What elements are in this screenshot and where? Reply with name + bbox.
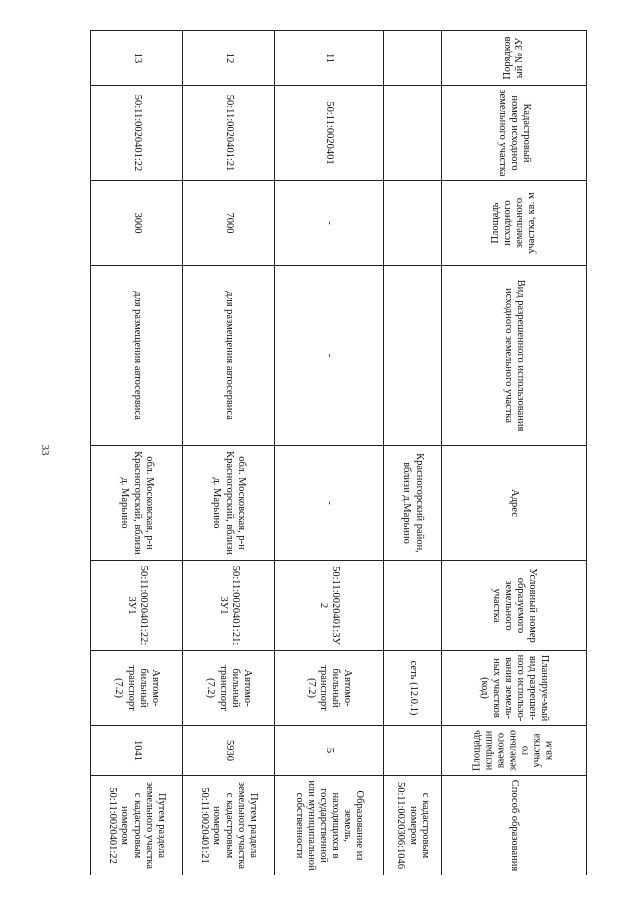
cell-num: 11 (275, 31, 384, 86)
cell-cad-src: 50:11:0020401 (275, 86, 384, 181)
cell-planned-use: сеть (12.0.1) (383, 651, 441, 726)
table-row (183, 31, 275, 876)
cell-method: Образование из земель, находящихся в государственной или муниципальной собственности (275, 776, 384, 876)
cell-method: Путем раздела земельного участка с кадастровым номером 50:11:0020401:21 (183, 776, 275, 876)
page-number: 33 (39, 444, 51, 456)
header-area-new: Площадь испрашиваемого земельного участка кв.м (442, 726, 587, 776)
cell-address: Красногорский район, вблизи д.Марьино (383, 446, 441, 561)
cell-area-src: 3000 (91, 181, 183, 266)
cell-use-src: для размещения автосервиса (183, 266, 275, 446)
table-row (275, 31, 384, 876)
cell-address: обл. Московская, р-н Красногорский, вблизи д. Марьино (91, 446, 183, 561)
cell-method: с кадастровым номером 50:11:0020306:1046 (383, 776, 441, 876)
cell-num: 12 (183, 31, 275, 86)
header-num: Порядковый № ЗУ (442, 31, 587, 86)
cell-area-src (383, 181, 441, 266)
header-row (442, 31, 587, 876)
cell-planned-use: Автомо-бильный транспорт (7.2) (183, 651, 275, 726)
header-cond-num: Условный номер образуемого земельного участка (442, 561, 587, 651)
cell-cond-num: 50:11:0020401:22:3У1 (91, 561, 183, 651)
cell-cad-src (383, 86, 441, 181)
cell-cond-num (383, 561, 441, 651)
land-plots-table (90, 30, 587, 875)
header-planned-use: Планируе-мый вид разрешен-ного использо-вания земель-ных участков (код) (442, 651, 587, 726)
cell-area-new (383, 726, 441, 776)
header-area-src: Площадь исходного земельного участка, кв. м (442, 181, 587, 266)
cell-use-src (383, 266, 441, 446)
cell-method: Путем раздела земельного участка с кадастровым номером 50:11:0020401:22 (91, 776, 183, 876)
cell-num: 13 (91, 31, 183, 86)
header-method: Способ образования (442, 776, 587, 876)
cell-area-new: 5 (275, 726, 384, 776)
cell-area-new: 5930 (183, 726, 275, 776)
cell-area-new: 1041 (91, 726, 183, 776)
cell-num (383, 31, 441, 86)
cell-cad-src: 50:11:0020401:22 (91, 86, 183, 181)
rotated-table-frame (90, 30, 587, 875)
cell-area-src: - (275, 181, 384, 266)
cell-cad-src: 50:11:0020401:21 (183, 86, 275, 181)
cell-use-src: для размещения автосервиса (91, 266, 183, 446)
cell-address: обл. Московская, р-н Красногорский, вблизи д. Марьино (183, 446, 275, 561)
cell-area-src: 7000 (183, 181, 275, 266)
cell-planned-use: Автомо-бильный транспорт (7.2) (275, 651, 384, 726)
cell-cond-num: 50:11:0020401:21:3У1 (183, 561, 275, 651)
header-cad-src: Кадастровый номер исходного земельного участка (442, 86, 587, 181)
table-container (90, 30, 587, 875)
table-row (91, 31, 183, 876)
cell-address: - (275, 446, 384, 561)
cell-use-src: - (275, 266, 384, 446)
cell-cond-num: 50:11:0020401:3У2 (275, 561, 384, 651)
table-row (383, 31, 441, 876)
header-address: Адрес (442, 446, 587, 561)
cell-planned-use: Автомо-бильный транспорт (7.2) (91, 651, 183, 726)
header-use-src: Вид разрешенного использования исходного земельного участка (442, 266, 587, 446)
